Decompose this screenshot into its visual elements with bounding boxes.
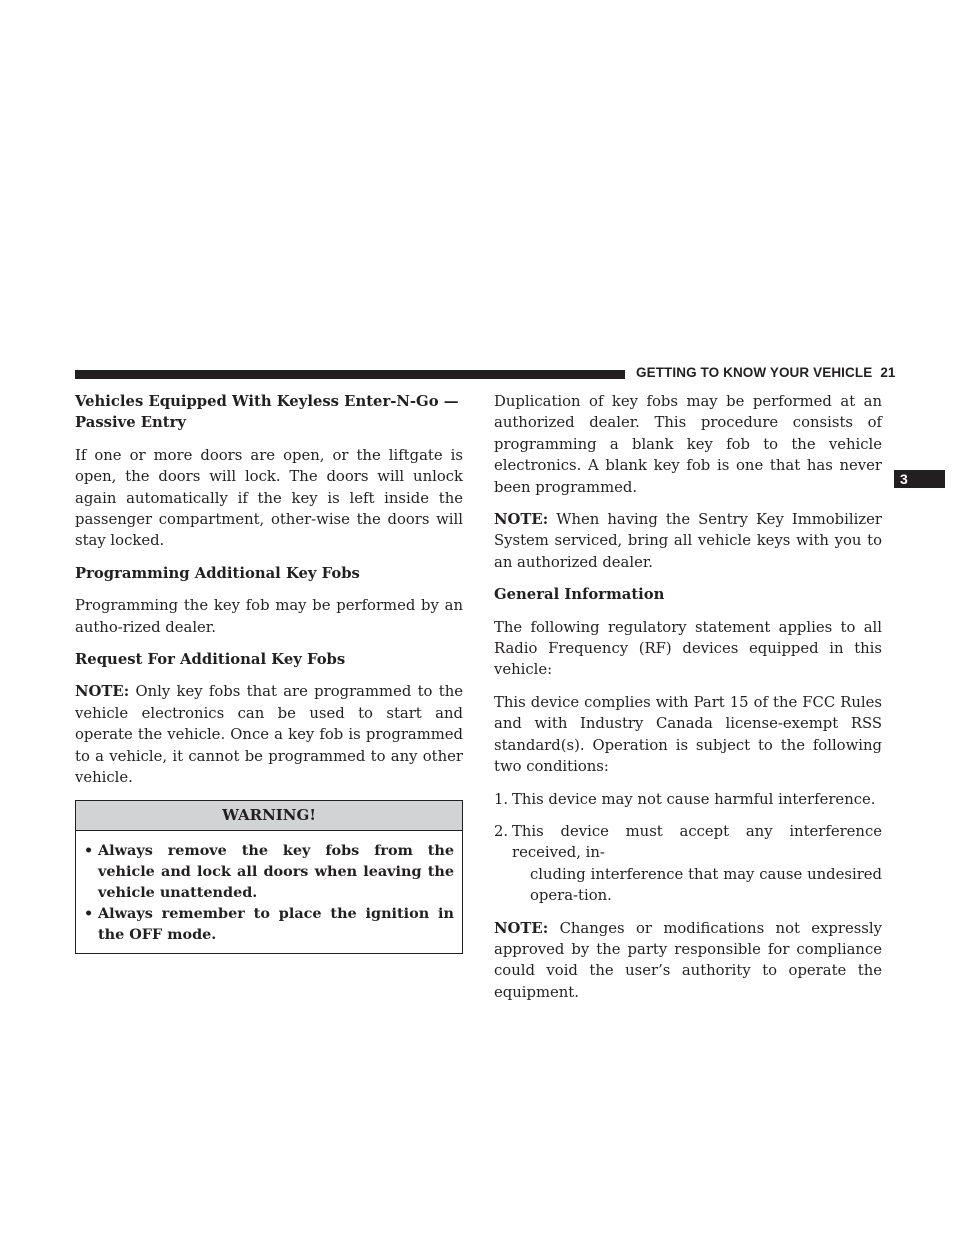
paragraph-duplication: Duplication of key fobs may be performed at an authorized dealer. This procedure consists of programming a blank key fob to the vehicle electronics. A blank key fob is one that has never been programmed. [494,393,882,496]
note-text: When having the Sentry Key Immobilizer System serviced, bring all vehicle keys with you to an authorized dealer. [494,511,882,571]
paragraph-door-lock: If one or more doors are open, or the liftgate is open, the doors will lock. The doors will unlock again automatically if the key is left inside the passenger compartment, other-wise the doors will stay locked. [75,446,463,550]
warning-list [76,831,462,953]
heading-programming-fobs: Programming Additional Key Fobs [75,564,360,582]
heading-general-information: General Information [494,586,665,604]
chapter-tab: 3 [894,470,945,488]
warning-box [75,800,463,954]
note-paragraph [75,681,463,788]
note-label: NOTE: [494,919,549,937]
list-item: 2. This device must accept any interference received, in- cluding interference that may cause undesired opera-tion. [494,822,882,905]
note-text: Changes or modifications not expressly approved by the party responsible for compliance could void the user’s authority to operate the equipment. [494,919,882,1001]
page-number: 21 [880,365,896,380]
note-paragraph [494,509,882,573]
right-column [494,391,882,1014]
list-item: 1. This device may not cause harmful interference. [494,789,882,810]
paragraph-fcc: This device complies with Part 15 of the FCC Rules and with Industry Canada license-exempt RSS standard(s). Operation is subject to the following two conditions: [494,693,882,776]
list-number: 2. [494,822,509,840]
paragraph-regulatory: The following regulatory statement applies to all Radio Frequency (RF) devices equipped in this vehicle: [494,618,882,679]
warning-item: • Always remember to place the ignition in the OFF mode. [84,904,454,943]
note-paragraph [494,918,882,1004]
note-label: NOTE: [494,511,549,529]
note-text: Only key fobs that are programmed to the vehicle electronics can be used to start and operate the vehicle. Once a key fob is programmed to a vehicle, it cannot be programmed to any other vehicle. [75,683,463,787]
conditions-list [494,789,882,907]
header-rule [75,370,625,379]
paragraph-programming: Programming the key fob may be performed by an autho-rized dealer. [75,597,463,636]
section-title: GETTING TO KNOW YOUR VEHICLE [636,365,873,380]
warning-title: WARNING! [76,801,462,831]
warning-item: • Always remove the key fobs from the vehicle and lock all doors when leaving the vehicle unattended. [84,841,454,901]
list-number: 1. [494,790,509,808]
left-column [75,391,463,954]
heading-request-fobs: Request For Additional Key Fobs [75,651,346,669]
running-header [636,365,896,383]
bullet-icon: • [84,841,94,859]
heading-keyless-entry: Vehicles Equipped With Keyless Enter-N-Go — Passive Entry [75,393,459,432]
note-label: NOTE: [75,683,130,701]
bullet-icon: • [84,904,94,922]
